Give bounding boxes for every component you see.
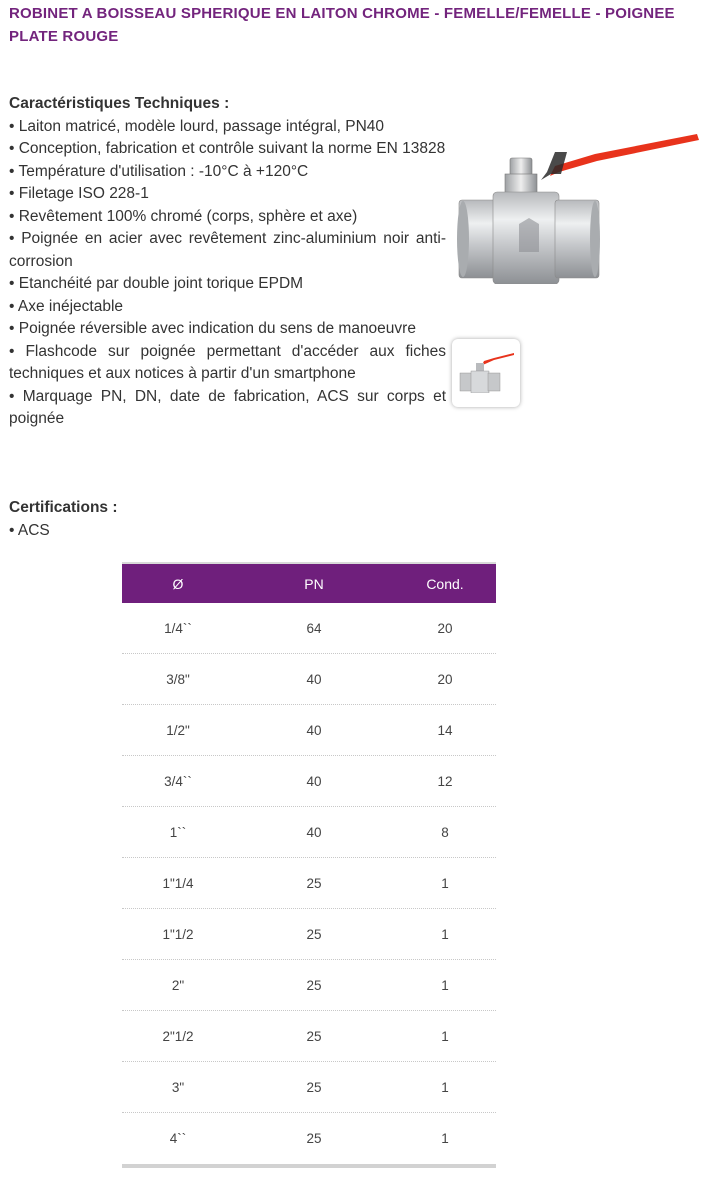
cell-cond: 20 <box>437 620 453 636</box>
header-diameter: Ø <box>172 575 184 592</box>
cell-diameter: 3/4`` <box>164 773 192 789</box>
spec-item: • Etanchéité par double joint torique EPDM <box>9 273 446 296</box>
cell-pn: 40 <box>306 824 322 840</box>
cell-pn: 25 <box>306 875 322 891</box>
cell-pn: 40 <box>306 773 322 789</box>
cell-diameter: 2" <box>171 977 185 993</box>
sizes-table <box>122 562 496 1168</box>
cell-diameter: 1`` <box>169 824 187 840</box>
cell-diameter: 1"1/4 <box>162 875 194 891</box>
cell-pn: 25 <box>306 926 322 942</box>
cell-cond: 1 <box>441 926 449 942</box>
certifications-heading: Certifications : <box>9 499 118 516</box>
certifications-list <box>9 520 446 543</box>
cell-cond: 1 <box>441 875 449 891</box>
cell-pn: 25 <box>306 1028 322 1044</box>
cell-pn: 40 <box>306 722 322 738</box>
cell-pn: 64 <box>306 620 322 636</box>
cell-cond: 20 <box>437 671 453 687</box>
cell-cond: 8 <box>441 824 449 840</box>
spec-item: • Poignée réversible avec indication du sens de manoeuvre <box>9 318 446 341</box>
table-row <box>122 603 496 654</box>
cell-diameter: 1"1/2 <box>162 926 194 942</box>
table-row <box>122 858 496 909</box>
ball-valve-icon <box>456 353 516 393</box>
spec-item: • Température d'utilisation : -10°C à +120°C <box>9 161 446 184</box>
spec-item: • Poignée en acier avec revêtement zinc-aluminium noir anti-corrosion <box>9 228 446 273</box>
spec-item: • Filetage ISO 228-1 <box>9 183 446 206</box>
table-row <box>122 807 496 858</box>
ball-valve-thumbnail[interactable] <box>452 339 520 407</box>
spec-item: • Revêtement 100% chromé (corps, sphère et axe) <box>9 206 446 229</box>
spec-item: • Axe inéjectable <box>9 296 446 319</box>
cell-cond: 1 <box>441 1028 449 1044</box>
page-title: ROBINET A BOISSEAU SPHERIQUE EN LAITON CHROME - FEMELLE/FEMELLE - POIGNEE PLATE ROUGE <box>9 5 675 45</box>
table-row <box>122 1113 496 1168</box>
ball-valve-image <box>455 128 701 284</box>
cell-cond: 12 <box>437 773 453 789</box>
cell-pn: 25 <box>306 977 322 993</box>
cell-diameter: 3" <box>171 1079 185 1095</box>
cell-diameter: 3/8" <box>166 671 190 687</box>
table-row <box>122 1011 496 1062</box>
spec-item: • Conception, fabrication et contrôle suivant la norme EN 13828 <box>9 138 446 161</box>
certification-item: • ACS <box>9 520 446 543</box>
spec-item: • Laiton matricé, modèle lourd, passage intégral, PN40 <box>9 116 446 139</box>
specs-list <box>9 116 446 431</box>
cell-cond: 1 <box>441 977 449 993</box>
cell-diameter: 1/4`` <box>164 620 192 636</box>
table-header <box>122 562 496 603</box>
cell-pn: 25 <box>306 1131 322 1146</box>
cell-diameter: 2"1/2 <box>162 1028 194 1044</box>
cell-diameter: 4`` <box>169 1131 187 1146</box>
cell-diameter: 1/2" <box>166 722 190 738</box>
cell-pn: 25 <box>306 1079 322 1095</box>
cell-pn: 40 <box>306 671 322 687</box>
header-cond: Cond. <box>426 575 464 592</box>
spec-item: • Flashcode sur poignée permettant d'accéder aux fiches techniques et aux notices à partir d'un smartphone <box>9 341 446 386</box>
table-row <box>122 705 496 756</box>
cell-cond: 14 <box>437 722 453 738</box>
table-row <box>122 1062 496 1113</box>
spec-item: • Marquage PN, DN, date de fabrication, ACS sur corps et poignée <box>9 386 446 431</box>
header-pn: PN <box>304 575 324 592</box>
table-body <box>122 603 496 1168</box>
table-row <box>122 909 496 960</box>
table-row <box>122 960 496 1011</box>
cell-cond: 1 <box>441 1079 449 1095</box>
table-row <box>122 654 496 705</box>
specs-heading: Caractéristiques Techniques : <box>9 95 230 112</box>
technical-specs <box>9 93 446 431</box>
table-row <box>122 756 496 807</box>
cell-cond: 1 <box>441 1131 449 1146</box>
certifications <box>9 497 446 542</box>
